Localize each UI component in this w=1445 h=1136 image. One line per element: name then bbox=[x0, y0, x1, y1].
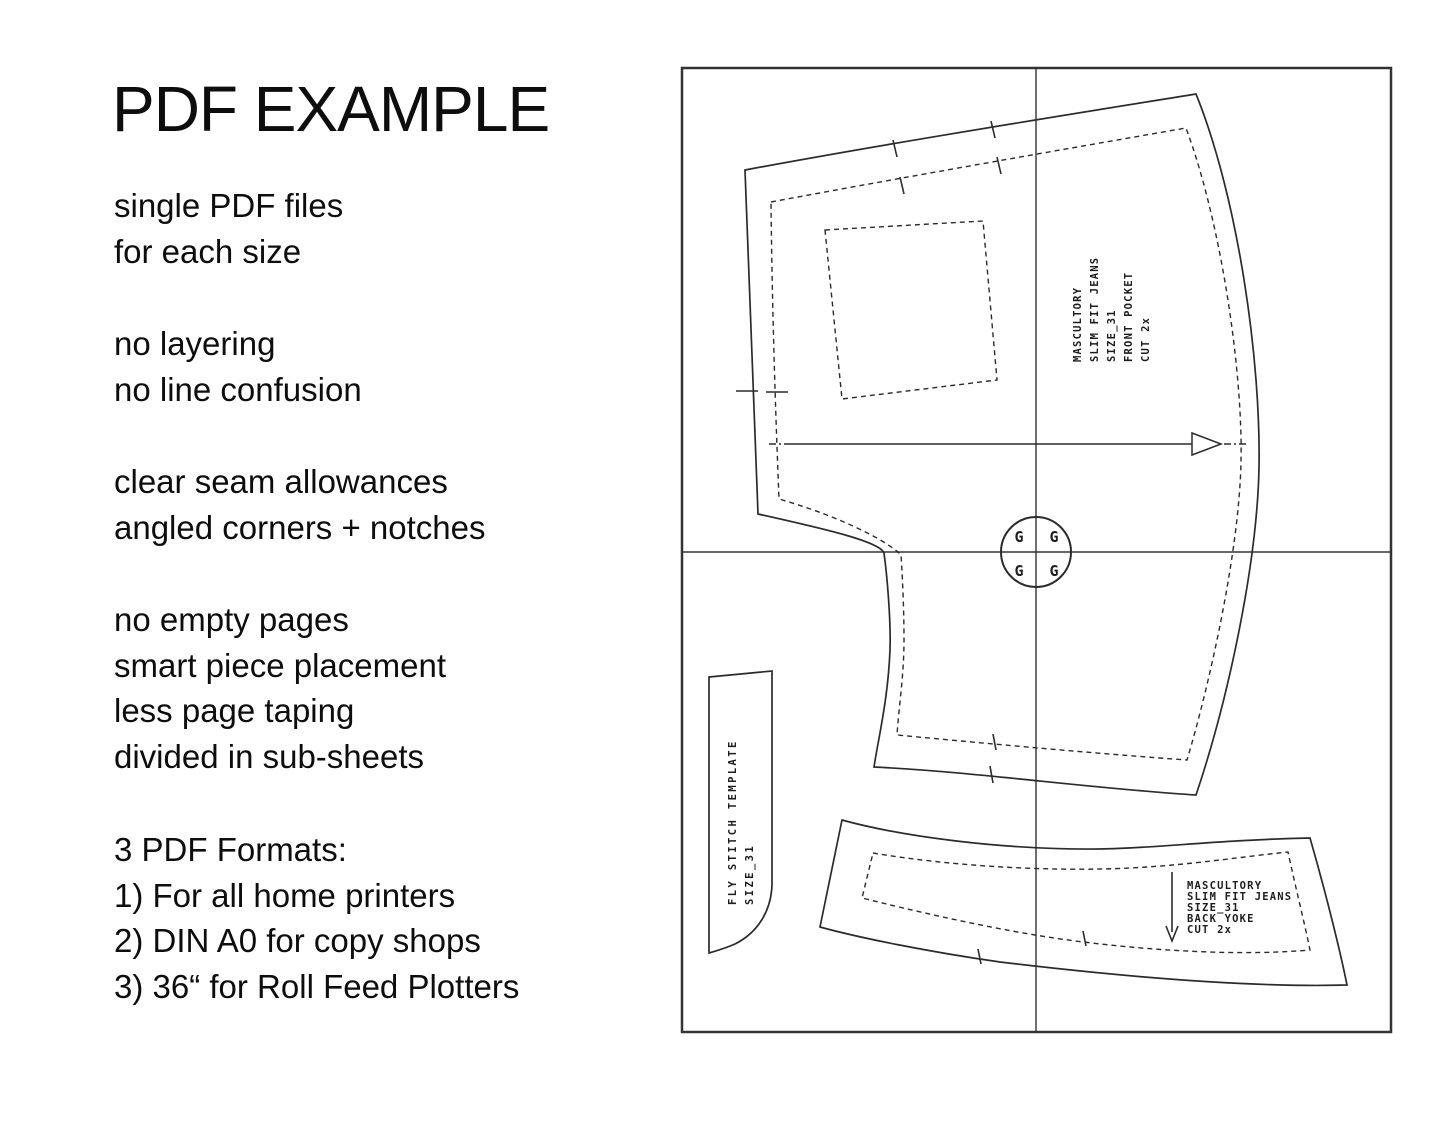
notch bbox=[990, 766, 993, 783]
label-line: CUT 2x bbox=[1187, 924, 1233, 936]
registration-letter: G bbox=[1014, 562, 1024, 580]
label-line: MASCULTORY bbox=[1187, 880, 1263, 892]
notch bbox=[997, 157, 1001, 174]
feature-line: 2) DIN A0 for copy shops bbox=[114, 922, 481, 959]
page-title: PDF EXAMPLE bbox=[112, 73, 550, 145]
label-line: SLIM FIT JEANS bbox=[1187, 891, 1293, 903]
notch bbox=[993, 734, 996, 750]
registration-letter: G bbox=[1014, 528, 1024, 546]
notch bbox=[900, 177, 904, 194]
back-yoke-grain-arrow bbox=[1166, 872, 1178, 941]
label-line: BACK YOKE bbox=[1187, 913, 1255, 925]
label-line: SIZE_31 bbox=[1106, 309, 1118, 362]
fly-template-outline bbox=[709, 671, 772, 953]
label-line: FRONT POCKET bbox=[1123, 271, 1135, 362]
label-line: MASCULTORY bbox=[1072, 286, 1084, 362]
feature-line: less page taping bbox=[114, 692, 355, 729]
feature-line: 3 PDF Formats: bbox=[114, 831, 347, 868]
feature-line: no line confusion bbox=[114, 370, 362, 408]
label-line: CUT 2x bbox=[1140, 316, 1152, 362]
notch bbox=[991, 121, 995, 138]
back-yoke-label bbox=[1187, 880, 1292, 936]
front-pocket-label bbox=[1072, 257, 1152, 362]
registration-letter: G bbox=[1049, 562, 1059, 580]
pocket-placement-line bbox=[825, 221, 997, 399]
feature-line: single PDF files bbox=[114, 187, 344, 224]
feature-line: divided in sub-sheets bbox=[114, 737, 425, 775]
feature-line: clear seam allowances bbox=[114, 463, 448, 500]
notch bbox=[1083, 931, 1086, 946]
feature-line: no layering bbox=[114, 325, 276, 362]
notch bbox=[978, 949, 981, 964]
grainline-arrowhead bbox=[1192, 433, 1221, 455]
label-line: FLY STITCH TEMPLATE bbox=[727, 739, 739, 905]
feature-line: 3) 36“ for Roll Feed Plotters bbox=[114, 967, 520, 1005]
feature-line: no empty pages bbox=[114, 601, 349, 638]
feature-line: angled corners + notches bbox=[114, 508, 486, 546]
feature-line: smart piece placement bbox=[114, 646, 446, 684]
label-line: SIZE_31 bbox=[1187, 902, 1240, 914]
registration-letter: G bbox=[1049, 528, 1059, 546]
feature-line: 1) For all home printers bbox=[114, 876, 456, 914]
label-line: SIZE_31 bbox=[744, 843, 756, 905]
fly-template-label bbox=[727, 739, 756, 905]
feature-line: for each size bbox=[114, 232, 302, 270]
label-line: SLIM FIT JEANS bbox=[1089, 256, 1101, 362]
